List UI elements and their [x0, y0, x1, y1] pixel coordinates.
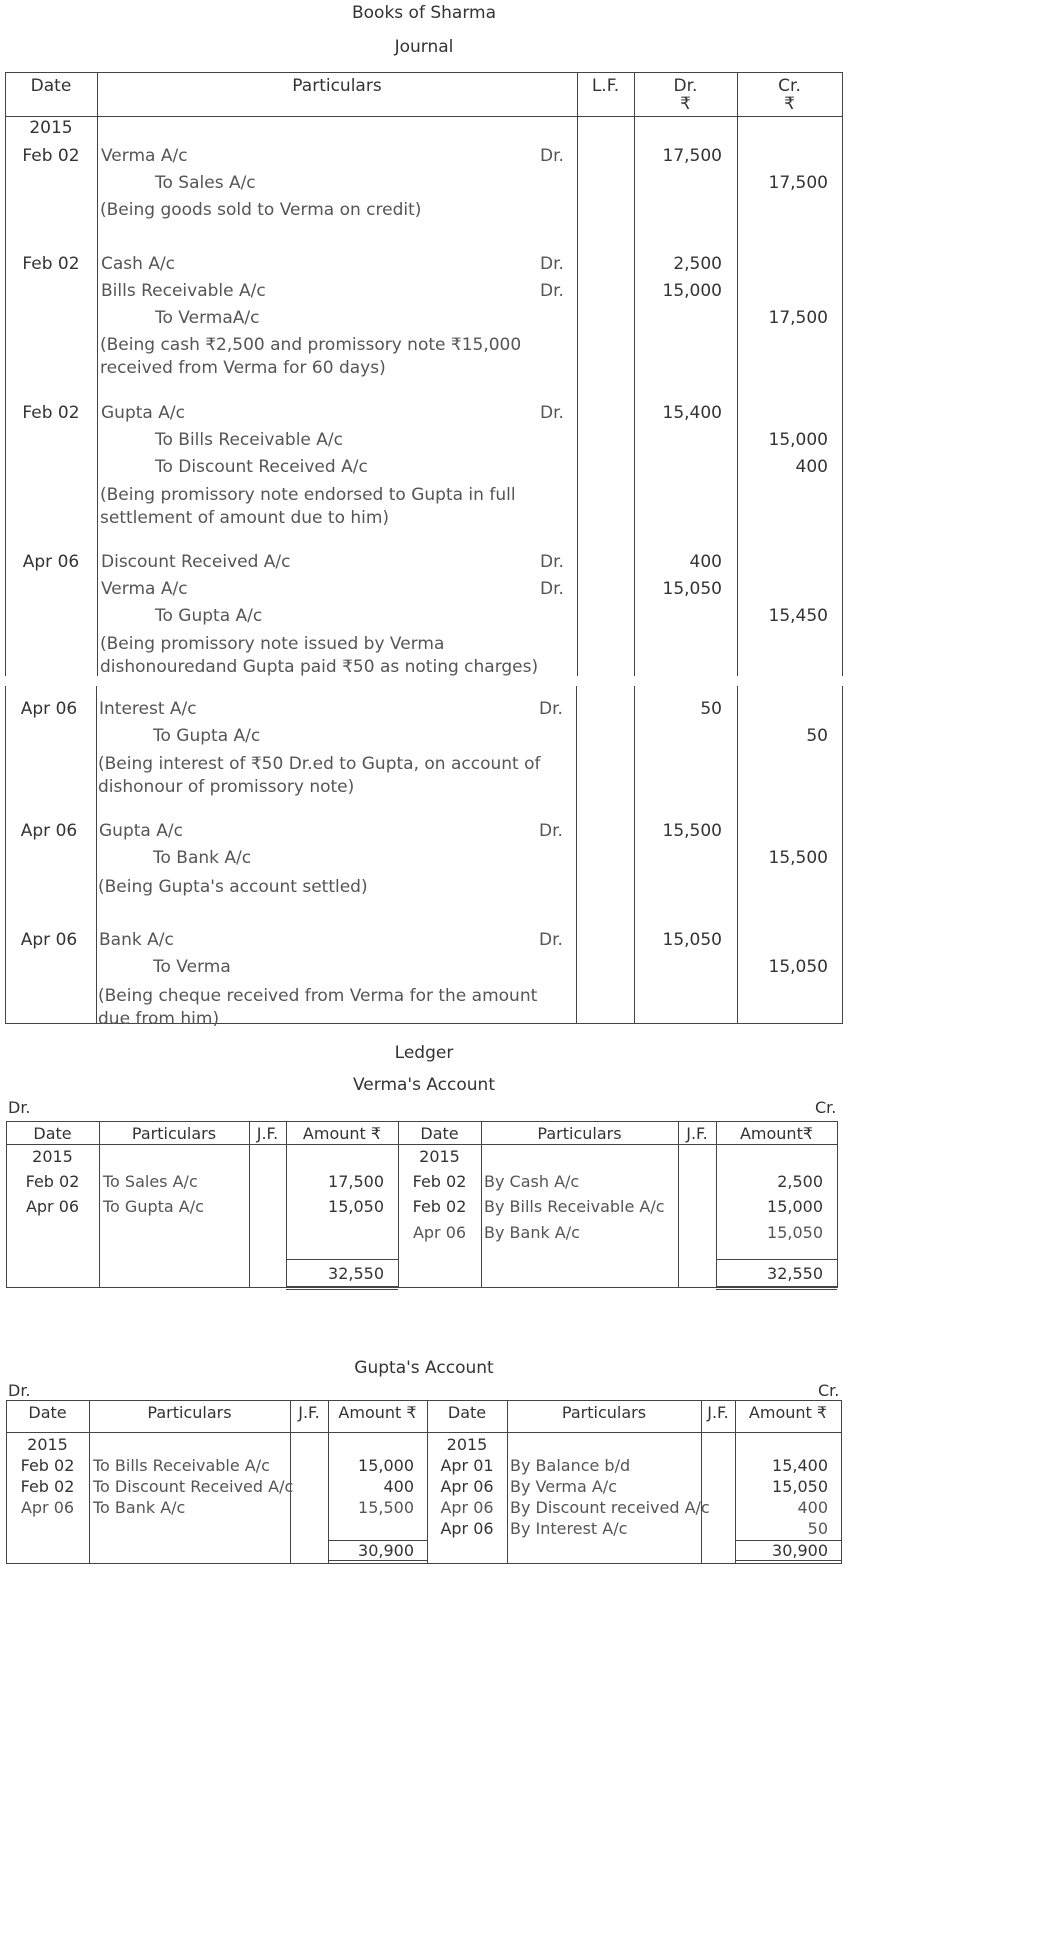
journal-col-dr: Dr. — [673, 76, 698, 96]
journal-col-lf: L.F. — [591, 76, 620, 96]
entry-date: Feb 02 — [22, 254, 80, 274]
row-particulars: To Gupta A/c — [103, 1197, 204, 1216]
row-amount: 2,500 — [777, 1172, 823, 1191]
verma-col-date-dr: Date — [33, 1124, 72, 1143]
row-amount: 15,050 — [328, 1197, 384, 1216]
gupta-year-cr: 2015 — [446, 1435, 488, 1454]
gupta-total-cr: 30,900 — [772, 1541, 828, 1560]
verma-col-amount-cr: Amount₹ — [739, 1124, 814, 1143]
gupta-total-dr: 30,900 — [358, 1541, 414, 1560]
journal-col-cr-unit: ₹ — [784, 94, 795, 114]
dr-amount: 15,400 — [662, 403, 722, 423]
gupta-col-particulars-cr: Particulars — [561, 1403, 647, 1422]
row-date: Apr 01 — [440, 1456, 494, 1475]
row-particulars: By Cash A/c — [484, 1172, 580, 1191]
verma-col-amount-dr: Amount ₹ — [302, 1124, 382, 1143]
entry-date: Apr 06 — [20, 821, 78, 841]
dr-suffix: Dr. — [540, 281, 564, 301]
row-amount: 15,050 — [767, 1223, 823, 1242]
verma-col-particulars-cr: Particulars — [537, 1124, 622, 1143]
entry-debit-account: Discount Received A/c — [101, 552, 291, 572]
entry-narration: (Being promissory note issued by Verma dishonouredand Gupta paid ₹50 as noting charges) — [100, 634, 539, 677]
dr-suffix: Dr. — [540, 579, 564, 599]
gupta-col-particulars-dr: Particulars — [147, 1403, 232, 1422]
row-date: Feb 02 — [25, 1172, 80, 1191]
cr-amount: 400 — [795, 457, 828, 477]
row-amount: 15,400 — [772, 1456, 828, 1475]
entry-debit-account: Gupta A/c — [99, 821, 183, 841]
verma-col-particulars-dr: Particulars — [131, 1124, 217, 1143]
verma-total-dr: 32,550 — [328, 1264, 384, 1283]
row-amount: 15,000 — [767, 1197, 823, 1216]
entry-narration: (Being Gupta's account settled) — [98, 877, 368, 897]
entry-debit-account: Interest A/c — [99, 699, 197, 719]
cr-amount: 15,000 — [768, 430, 828, 450]
verma-col-jf-cr: J.F. — [686, 1124, 708, 1143]
row-date: Feb 02 — [412, 1197, 467, 1216]
gupta-col-amount-cr: Amount ₹ — [748, 1403, 828, 1422]
entry-date: Feb 02 — [22, 146, 80, 166]
dr-amount: 15,000 — [662, 281, 722, 301]
verma-cr-label: Cr. — [815, 1098, 837, 1117]
row-particulars: To Bills Receivable A/c — [93, 1456, 270, 1475]
dr-suffix: Dr. — [540, 146, 564, 166]
journal-title: Journal — [394, 37, 454, 57]
row-amount: 400 — [797, 1498, 828, 1517]
row-date: Feb 02 — [412, 1172, 467, 1191]
row-date: Apr 06 — [20, 1498, 75, 1517]
gupta-year-dr: 2015 — [27, 1435, 68, 1454]
cr-amount: 50 — [806, 726, 828, 746]
books-title: Books of Sharma — [351, 3, 496, 23]
dr-suffix: Dr. — [540, 254, 564, 274]
dr-amount: 400 — [689, 552, 722, 572]
row-date: Feb 02 — [20, 1456, 75, 1475]
dr-amount: 17,500 — [662, 146, 722, 166]
gupta-col-amount-dr: Amount ₹ — [338, 1403, 417, 1422]
entry-credit-account: To Sales A/c — [155, 173, 256, 193]
verma-total-cr: 32,550 — [767, 1264, 823, 1283]
entry-narration: (Being goods sold to Verma on credit) — [100, 200, 422, 220]
row-particulars: By Balance b/d — [510, 1456, 631, 1475]
row-amount: 15,000 — [358, 1456, 414, 1475]
entry-date: Apr 06 — [20, 930, 78, 950]
row-date: Apr 06 — [440, 1498, 494, 1517]
dr-amount: 15,050 — [662, 579, 722, 599]
entry-date: Apr 06 — [22, 552, 80, 572]
row-amount: 400 — [383, 1477, 414, 1496]
verma-year-dr: 2015 — [32, 1147, 73, 1166]
dr-amount: 50 — [700, 699, 722, 719]
row-amount: 15,050 — [772, 1477, 828, 1496]
entry-credit-account: To Gupta A/c — [155, 606, 263, 626]
verma-col-jf-dr: J.F. — [256, 1124, 279, 1143]
cr-amount: 15,050 — [768, 957, 828, 977]
entry-debit-account: Cash A/c — [101, 254, 176, 274]
gupta-dr-label: Dr. — [8, 1381, 31, 1400]
gupta-col-jf-cr: J.F. — [707, 1403, 729, 1422]
gupta-col-date-dr: Date — [28, 1403, 67, 1422]
row-particulars: By Bank A/c — [484, 1223, 580, 1242]
cr-amount: 17,500 — [768, 173, 828, 193]
row-date: Apr 06 — [440, 1477, 494, 1496]
entry-credit-account: To Bank A/c — [153, 848, 252, 868]
ledger-title: Ledger — [394, 1043, 454, 1063]
cr-amount: 17,500 — [768, 308, 828, 328]
verma-col-date-cr: Date — [420, 1124, 459, 1143]
dr-amount: 15,050 — [662, 930, 722, 950]
entry-narration: (Being interest of ₹50 Dr.ed to Gupta, on account of dishonour of promissory note) — [98, 754, 541, 797]
entry-credit-account: To Verma — [153, 957, 231, 977]
entry-debit-account: Bank A/c — [99, 930, 174, 950]
row-particulars: To Bank A/c — [93, 1498, 186, 1517]
entry-date: Feb 02 — [22, 403, 80, 423]
gupta-cr-label: Cr. — [818, 1381, 840, 1400]
verma-dr-label: Dr. — [8, 1098, 31, 1117]
entry-credit-account: To Discount Received A/c — [155, 457, 368, 477]
entry-debit-account: Bills Receivable A/c — [101, 281, 266, 301]
row-particulars: To Sales A/c — [103, 1172, 198, 1191]
entry-credit-account: To VermaA/c — [155, 308, 260, 328]
entry-debit-account: Verma A/c — [101, 579, 188, 599]
row-date: Feb 02 — [20, 1477, 75, 1496]
dr-suffix: Dr. — [539, 699, 563, 719]
verma-account-title: Verma's Account — [352, 1075, 495, 1095]
journal-year: 2015 — [29, 118, 73, 138]
dr-suffix: Dr. — [539, 821, 563, 841]
entry-debit-account: Gupta A/c — [101, 403, 185, 423]
entry-credit-account: To Bills Receivable A/c — [155, 430, 343, 450]
row-particulars: To Discount Received A/c — [93, 1477, 294, 1496]
dr-suffix: Dr. — [540, 403, 564, 423]
row-date: Apr 06 — [440, 1519, 494, 1538]
journal-col-particulars: Particulars — [292, 76, 382, 96]
row-amount: 50 — [807, 1519, 828, 1538]
row-date: Apr 06 — [412, 1223, 467, 1242]
entry-narration: (Being promissory note endorsed to Gupta in full settlement of amount due to him) — [100, 485, 516, 528]
entry-date: Apr 06 — [20, 699, 78, 719]
row-particulars: By Discount received A/c — [510, 1498, 710, 1517]
gupta-account-title: Gupta's Account — [354, 1358, 494, 1378]
dr-suffix: Dr. — [540, 552, 564, 572]
row-amount: 17,500 — [328, 1172, 384, 1191]
gupta-col-date-cr: Date — [447, 1403, 487, 1422]
journal-col-dr-unit: ₹ — [680, 94, 691, 114]
row-particulars: By Verma A/c — [510, 1477, 617, 1496]
verma-year-cr: 2015 — [419, 1147, 460, 1166]
cr-amount: 15,500 — [768, 848, 828, 868]
cr-amount: 15,450 — [768, 606, 828, 626]
dr-amount: 15,500 — [662, 821, 722, 841]
entry-credit-account: To Gupta A/c — [153, 726, 261, 746]
entry-debit-account: Verma A/c — [101, 146, 188, 166]
row-particulars: By Bills Receivable A/c — [484, 1197, 665, 1216]
row-date: Apr 06 — [25, 1197, 80, 1216]
row-particulars: By Interest A/c — [510, 1519, 628, 1538]
journal-col-date: Date — [30, 76, 72, 96]
entry-narration: (Being cheque received from Verma for the amount due from him) — [98, 986, 538, 1029]
entry-narration: (Being cash ₹2,500 and promissory note ₹15,000 received from Verma for 60 days) — [100, 335, 522, 378]
gupta-col-jf-dr: J.F. — [298, 1403, 320, 1422]
dr-amount: 2,500 — [673, 254, 722, 274]
journal-col-cr: Cr. — [778, 76, 801, 96]
row-amount: 15,500 — [358, 1498, 414, 1517]
dr-suffix: Dr. — [539, 930, 563, 950]
